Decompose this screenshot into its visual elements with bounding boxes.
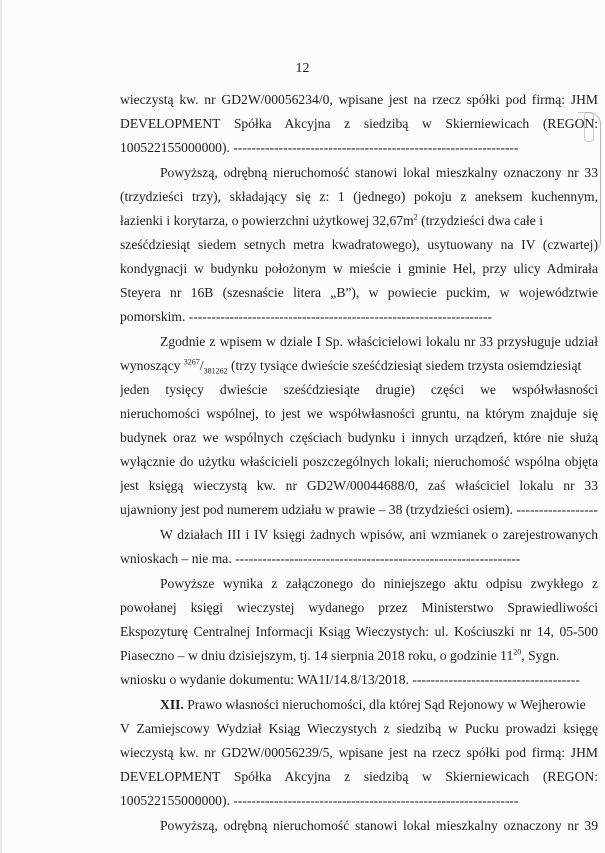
superscript: 20 — [513, 647, 522, 657]
text-line: wieczystą kw. nr GD2W/00056234/0, wpisane jest na rzecz spółki pod firmą: JHM — [120, 92, 598, 107]
text-line: Powyższą, odrębną nieruchomość stanowi lokal mieszkalny oznaczony nr 39 — [160, 818, 598, 833]
text-span: (trzydzieści dwa całe i — [417, 213, 543, 228]
text-line: Zgodnie z wpisem w dziale I Sp. właścicielowi lokalu nr 33 przysługuje udział — [160, 334, 598, 349]
text-line: pomorskim. ------------------------------------------------------------------- — [120, 309, 493, 324]
text-line: 100522155000000). --------------------------------------------------------------- — [120, 793, 519, 808]
text-span: Piaseczno – w dniu dzisiejszym, tj. 14 sierpnia 2018 roku, o godzinie 11 — [120, 648, 514, 663]
text-line: Powyższą, odrębną nieruchomość stanowi lokal mieszkalny oznaczony nr 33 — [160, 165, 598, 180]
text-line: wyłącznie do użytku właścicieli poszczególnych lokali; nieruchomość wspólna objęta — [120, 454, 598, 469]
text-line: wniosku o wydanie dokumentu: WA1I/14.8/13/2018. ------------------------------------- — [120, 672, 580, 687]
text-line — [160, 695, 598, 715]
text-line: Powyższe wynika z załączonego do niniejszego aktu odpisu zwykłego z — [160, 576, 598, 591]
superscript: 2 — [413, 212, 418, 222]
text-span: łazienki i korytarza, o powierzchni użytkowej 32,67m — [120, 213, 414, 228]
text-line: DEVELOPMENT Spółka Akcyjna z siedzibą w Skierniewicach (REGON: — [120, 769, 598, 784]
text-line — [120, 646, 598, 666]
text-line — [120, 211, 598, 231]
fraction-denominator: 381262 — [203, 366, 228, 376]
text-span: wynoszący — [120, 358, 184, 373]
text-line: kondygnacji w budynku położonym w mieście i gminie Hel, przy ulicy Admirała — [120, 261, 598, 276]
text-line: V Zamiejscowy Wydział Ksiąg Wieczystych z siedzibą w Pucku prowadzi księgę — [120, 721, 598, 736]
scan-edge — [0, 0, 2, 853]
text-span: Prawo własności nieruchomości, dla której Sąd Rejonowy w Wejherowie — [183, 697, 586, 712]
text-span: (trzy tysiące dwieście sześćdziesiąt siedem trzysta osiemdziesiąt — [227, 358, 582, 373]
fraction-slash: / — [199, 358, 204, 373]
text-line: (trzydzieści trzy), składający się z: 1 (jednego) pokoju z aneksem kuchennym, — [120, 189, 598, 204]
text-line: ujawniony jest pod numerem udziału w prawie – 38 (trzydzieści osiem). ------------------ — [120, 502, 598, 517]
text-line: wieczystą kw. nr GD2W/00056239/5, wpisane jest na rzecz spółki pod firmą: JHM — [120, 745, 598, 760]
fraction-numerator: 3267 — [183, 357, 200, 367]
text-line: DEVELOPMENT Spółka Akcyjna z siedzibą w Skierniewicach (REGON: — [120, 116, 598, 131]
text-line: jeden tysięcy dwieście sześćdziesiąte drugie) części we współwłasności — [120, 382, 598, 397]
text-line: Ekspozyturę Centralnej Informacji Ksiąg Wieczystych: ul. Kościuszki nr 14, 05-500 — [120, 624, 598, 639]
text-line: W działach III i IV księgi żadnych wpisów, ani wzmianek o zarejestrowanych — [160, 527, 598, 542]
section-number: XII. — [160, 697, 184, 712]
text-line — [120, 356, 598, 376]
text-line: jest księgą wieczystą kw. nr GD2W/00044688/0, zaś właściciel lokalu nr 33 — [120, 478, 598, 493]
text-line: wnioskach – nie ma. --------------------------------------------------------------- — [120, 551, 521, 566]
text-line: powołanej księgi wieczystej wydanego przez Ministerstwo Sprawiedliwości — [120, 600, 598, 615]
text-span: , Sygn. — [521, 648, 560, 663]
page-number: 12 — [295, 61, 310, 76]
text-line: Steyera nr 16B (szesnaście litera „B”), w powiecie puckim, w województwie — [120, 285, 598, 300]
text-line: sześćdziesiąt siedem setnych metra kwadratowego), usytuowany na IV (czwartej) — [120, 237, 598, 252]
text-line: nieruchomości wspólnej, to jest we współwłasności gruntu, na którym znajduje się — [120, 406, 598, 421]
text-line: 100522155000000). --------------------------------------------------------------- — [120, 140, 519, 155]
text-line: budynek oraz we wspólnych częściach budynku i innych urządzeń, które nie służą — [120, 430, 598, 445]
